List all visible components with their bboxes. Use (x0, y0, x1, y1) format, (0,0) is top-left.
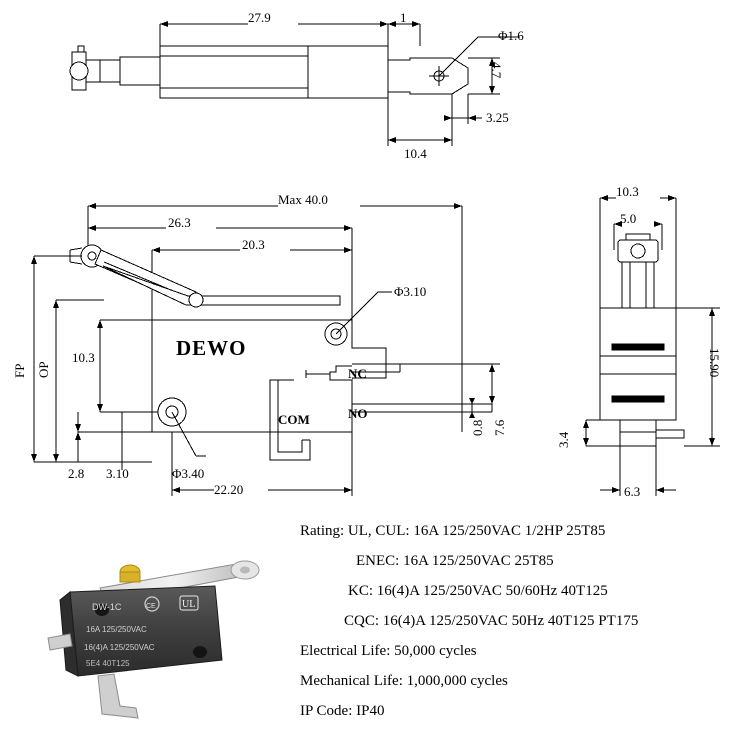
dim-top-3-25: 3.25 (486, 110, 509, 125)
svg-text:UL: UL (182, 599, 196, 610)
dim-front-phi3-40: Φ3.40 (172, 466, 205, 481)
svg-text:CE: CE (146, 603, 156, 610)
spec-line-mechanical-life: Mechanical Life: 1,000,000 cycles (300, 673, 508, 689)
dim-front-20-3: 20.3 (242, 237, 265, 252)
specifications-block (300, 516, 750, 726)
dim-top-10-4: 10.4 (404, 146, 427, 161)
spec-line-ip-code: IP Code: IP40 (300, 703, 385, 719)
dim-front-2-8: 2.8 (68, 466, 85, 481)
product-photo (40, 530, 290, 730)
svg-text:16A 125/250VAC: 16A 125/250VAC (86, 625, 147, 634)
dim-front-max40: Max 40.0 (278, 192, 328, 207)
dim-side-15-90: 15.90 (707, 348, 722, 378)
dim-side-10-3: 10.3 (616, 184, 639, 199)
dim-front-22-20: 22.20 (214, 482, 244, 497)
label-com: COM (278, 412, 310, 427)
dim-front-26-3: 26.3 (168, 215, 191, 230)
dim-top-4-7: 4.7 (489, 62, 504, 79)
dim-front-0-8: 0.8 (470, 419, 485, 436)
dim-front-phi3-10: Φ3.10 (394, 284, 427, 299)
dim-front-3-10: 3.10 (106, 466, 129, 481)
dim-top-phi1-6: Φ1.6 (498, 28, 524, 43)
svg-text:DW-1C: DW-1C (92, 602, 122, 612)
label-nc: NC (348, 366, 367, 381)
dim-top-1: 1 (400, 10, 407, 25)
dim-front-10-3: 10.3 (72, 350, 95, 365)
dim-side-3-4: 3.4 (556, 431, 571, 448)
spec-line-electrical-life: Electrical Life: 50,000 cycles (300, 643, 477, 659)
label-op: OP (36, 361, 51, 378)
spec-line-kc: KC: 16(4)A 125/250VAC 50/60Hz 40T125 (348, 583, 608, 599)
dim-side-6-3: 6.3 (624, 484, 641, 499)
brand-logo: DEWO (176, 336, 247, 360)
spec-line-rating-ul: Rating: UL, CUL: 16A 125/250VAC 1/2HP 25T85 (300, 523, 606, 539)
spec-line-enec: ENEC: 16A 125/250VAC 25T85 (356, 553, 554, 569)
svg-text:5E4 40T125: 5E4 40T125 (86, 659, 130, 668)
spec-line-cqc: CQC: 16(4)A 125/250VAC 50Hz 40T125 PT175 (344, 613, 639, 629)
svg-text:16(4)A 125/250VAC: 16(4)A 125/250VAC (84, 643, 155, 652)
label-fp: FP (12, 363, 27, 378)
dim-top-27-9: 27.9 (248, 10, 271, 25)
dim-front-7-6: 7.6 (492, 419, 507, 436)
dim-side-5-0: 5.0 (620, 211, 637, 226)
label-no: NO (348, 406, 368, 421)
